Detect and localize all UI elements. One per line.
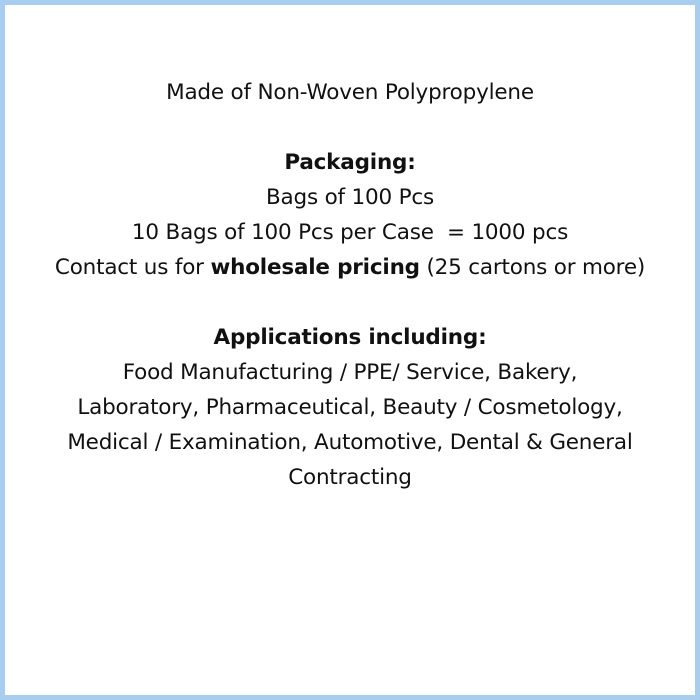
contact-prefix: Contact us for — [54, 255, 211, 280]
wholesale-pricing-emphasis: wholesale pricing — [210, 255, 420, 280]
spacer — [5, 285, 695, 320]
applications-line: Food Manufacturing / PPE/ Service, Bakery, — [122, 360, 578, 385]
packaging-bags-line: Bags of 100 Pcs — [265, 185, 435, 210]
wholesale-contact-line — [5, 250, 695, 285]
applications-line: Medical / Examination, Automotive, Dental & General — [67, 430, 633, 455]
packaging-case-line: 10 Bags of 100 Pcs per Case = 1000 pcs — [131, 220, 569, 245]
applications-line: Laboratory, Pharmaceutical, Beauty / Cosmetology, — [77, 395, 623, 420]
material-line: Made of Non-Woven Polypropylene — [166, 80, 534, 105]
applications-line: Contracting — [288, 465, 412, 490]
spacer — [5, 110, 695, 145]
applications-heading: Applications including: — [213, 325, 487, 350]
contact-suffix: (25 cartons or more) — [419, 255, 646, 280]
packaging-heading: Packaging: — [284, 150, 416, 175]
product-info-text — [5, 75, 695, 495]
